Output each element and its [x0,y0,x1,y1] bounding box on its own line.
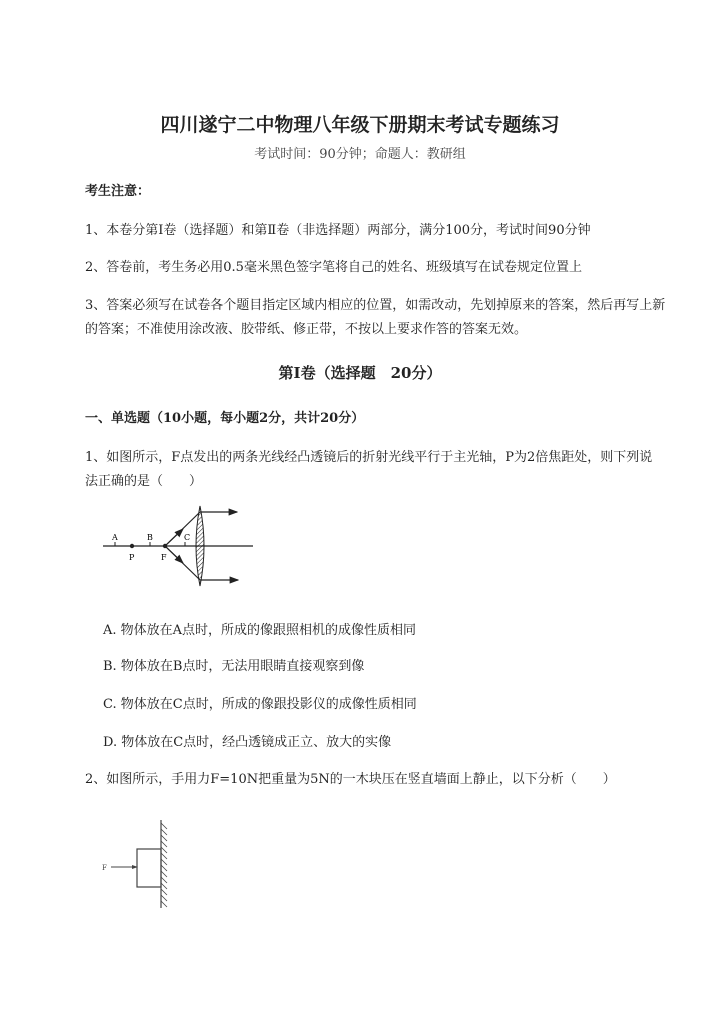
label-f: F [161,553,167,562]
question-stem: 法正确的是（ ） [85,474,203,489]
label-b: B [147,533,153,542]
wall-block-diagram [100,815,180,915]
label-a: A [112,533,118,542]
label-f: F [102,864,107,872]
option-d[interactable]: D. 物体放在C点时，经凸透镜成正立、放大的实像 [103,735,392,750]
option-b[interactable]: B. 物体放在B点时，无法用眼睛直接观察到像 [103,659,365,674]
exam-info: 考试时间：90分钟；命题人：教研组 [254,147,466,162]
option-c[interactable]: C. 物体放在C点时，所成的像跟投影仪的成像性质相同 [103,697,417,712]
notice-item: 2、答卷前，考生务必用0.5毫米黑色签字笔将自己的姓名、班级填写在试卷规定位置上 [85,260,582,275]
notice-item: 1、本卷分第Ⅰ卷（选择题）和第Ⅱ卷（非选择题）两部分，满分100分，考试时间90分钟 [85,223,591,238]
part-heading: 一、单选题（10小题，每小题2分，共计20分） [85,411,365,426]
page-title: 四川遂宁二中物理八年级下册期末考试专题练习 [160,114,560,136]
section-title: 第Ⅰ卷（选择题 20分） [278,364,442,382]
question-stem: 1、如图所示，F点发出的两条光线经凸透镜后的折射光线平行于主光轴，P为2倍焦距处，则下列说 [85,450,653,465]
label-c: C [184,533,191,542]
question-stem: 2、如图所示，手用力F=10N把重量为5N的一木块压在竖直墙面上静止，以下分析（ ） [85,772,616,787]
notice-item: 3、答案必须写在试卷各个题目指定区域内相应的位置，如需改动，先划掉原来的答案，然后再写上新 [85,298,666,313]
option-a[interactable]: A. 物体放在A点时，所成的像跟照相机的成像性质相同 [103,623,417,638]
notice-heading: 考生注意： [85,184,151,199]
lens-diagram [95,500,265,600]
label-p: P [129,553,135,562]
notice-item: 的答案；不准使用涂改液、胶带纸、修正带，不按以上要求作答的答案无效。 [85,322,528,337]
